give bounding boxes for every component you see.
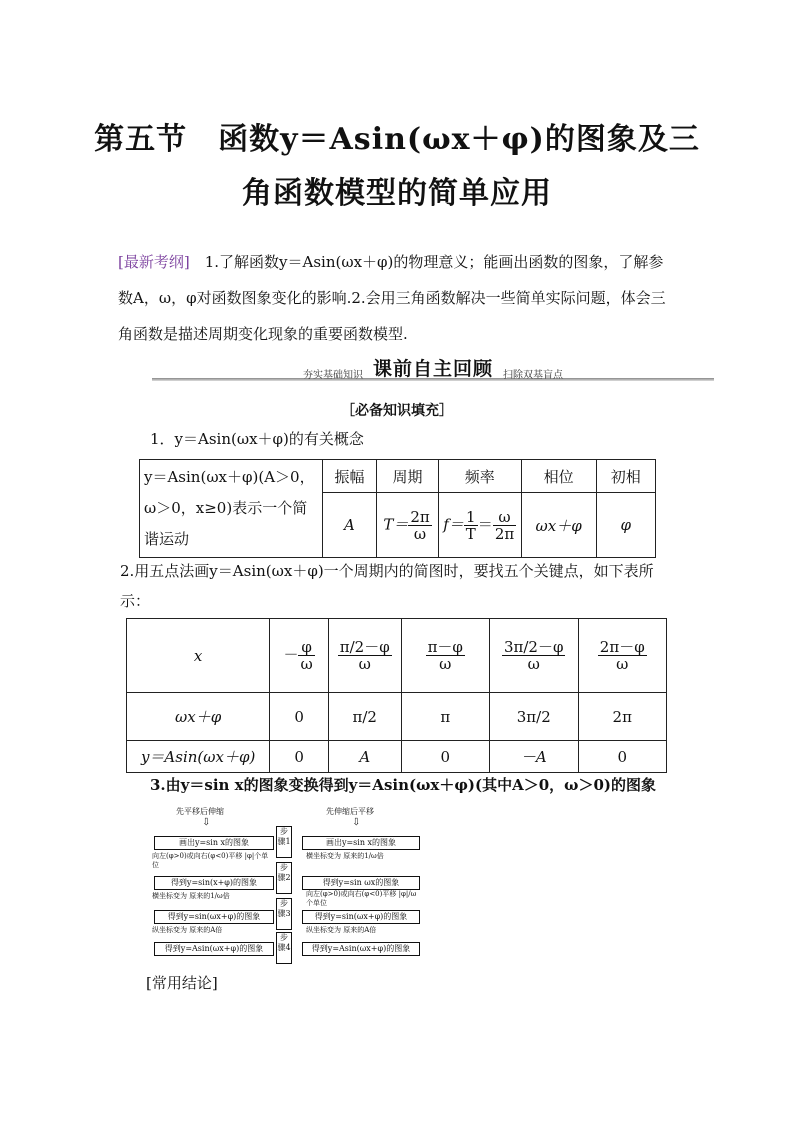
flow-right-label-1: 横坐标变为 原来的1/ω倍 bbox=[306, 852, 384, 860]
item-1: 1．y＝Asin(ωx＋φ)的有关概念 bbox=[150, 430, 364, 448]
section-banner bbox=[152, 354, 714, 382]
y-val-4: －A bbox=[489, 741, 578, 773]
item-3: 3.由y＝sin x的图象变换得到y＝Asin(ωx＋φ)(其中A＞0，ω＞0)的图象 bbox=[150, 776, 656, 794]
common-conclusion: [常用结论] bbox=[146, 974, 218, 992]
page-title-line2: 角函数模型的简单应用 bbox=[242, 176, 552, 211]
banner-right: 扫除双基盲点 bbox=[503, 370, 563, 381]
banner-center: 课前自主回顾 bbox=[372, 358, 493, 380]
item-2: 2.用五点法画y＝Asin(ωx＋φ)一个周期内的简图时，要找五个关键点，如下表所示： bbox=[120, 562, 654, 610]
transform-flowchart: 先平移后伸缩 先伸缩后平移 ⇩ ⇩ 画出y=sin x的图象 得到y=sin(x+φ)的图象 得到y=sin(ωx+φ)的图象 得到y=Asin(ωx+φ)的图象 画出y=sin x的图象 得到y=sin ωx的图象 得到y=sin(ωx+φ)的图象 得到y=Asin(ωx+φ)的图象 步骤1 步骤2 步骤3 步骤4 向左(φ>0)或向右(φ<0)平移 |φ|个单位 横坐标变为 原来的1/ω倍 纵坐标变为 原来的A倍 横坐标变为 原来的1/ω倍 向左(φ>0)或向右(φ<0)平移 |φ|/ω个单位 纵坐标变为 原来的A倍 bbox=[150, 806, 422, 964]
flow-right-box-2: 得到y=sin ωx的图象 bbox=[302, 876, 420, 890]
flow-left-label-3: 纵坐标变为 原来的A倍 bbox=[152, 926, 223, 934]
y-val-5: 0 bbox=[578, 741, 666, 773]
five-point-table bbox=[126, 618, 667, 773]
period-value: T＝ $\frac{2\pi}{\omega}$ bbox=[377, 493, 439, 558]
flow-step-3: 步骤3 bbox=[276, 898, 292, 930]
header-init-phase: 初相 bbox=[596, 460, 655, 493]
flow-step-2: 步骤2 bbox=[276, 862, 292, 894]
outline-text: 1.了解函数y＝Asin(ωx＋φ)的物理意义；能画出函数的图象，了解参数A，ω，φ对函数图象变化的影响.2.会用三角函数解决一些简单实际问题，体会三角函数是描述周期变化现象的重要函数模型. bbox=[118, 253, 666, 343]
wx-val-5: 2π bbox=[578, 693, 666, 741]
exam-outline bbox=[118, 244, 678, 352]
wx-val-2: π/2 bbox=[328, 693, 401, 741]
header-freq: 频率 bbox=[438, 460, 521, 493]
flow-step-4: 步骤4 bbox=[276, 932, 292, 964]
x-val-5: $\frac{2\pi-\varphi}{\omega}$ bbox=[578, 619, 666, 693]
x-val-3: $\frac{\pi-\varphi}{\omega}$ bbox=[401, 619, 489, 693]
flow-step-1: 步骤1 bbox=[276, 826, 292, 858]
banner-left: 夯实基础知识 bbox=[302, 370, 363, 381]
flow-left-box-1: 画出y=sin x的图象 bbox=[154, 836, 274, 850]
header-amp: 振幅 bbox=[322, 460, 377, 493]
wx-val-4: 3π/2 bbox=[489, 693, 578, 741]
row-label-wx: ωx＋φ bbox=[127, 693, 270, 741]
section-header: ［必备知识填充］ bbox=[341, 403, 453, 419]
flow-right-box-3: 得到y=sin(ωx+φ)的图象 bbox=[302, 910, 420, 924]
flow-right-label-2: 向左(φ>0)或向右(φ<0)平移 |φ|/ω个单位 bbox=[306, 890, 417, 907]
flow-left-box-2: 得到y=sin(x+φ)的图象 bbox=[154, 876, 274, 890]
flow-left-box-4: 得到y=Asin(ωx+φ)的图象 bbox=[154, 942, 274, 956]
row-label-x: x bbox=[127, 619, 270, 693]
flow-right-box-1: 画出y=sin x的图象 bbox=[302, 836, 420, 850]
flow-left-label-2: 横坐标变为 原来的1/ω倍 bbox=[152, 892, 230, 900]
header-phase: 相位 bbox=[521, 460, 596, 493]
x-val-1: － $\frac{\varphi}{\omega}$ bbox=[270, 619, 329, 693]
phase-value: ωx＋φ bbox=[521, 493, 596, 558]
flow-right-label-3: 纵坐标变为 原来的A倍 bbox=[306, 926, 377, 934]
y-val-3: 0 bbox=[401, 741, 489, 773]
flow-left-title: 先平移后伸缩 bbox=[176, 807, 224, 816]
freq-value: f＝ $\frac{1}{T}$ ＝ $\frac{\omega}{2\pi}$ bbox=[438, 493, 521, 558]
row-label-y: y＝Asin(ωx＋φ) bbox=[127, 741, 270, 773]
x-val-4: $\frac{3\pi/2-\varphi}{\omega}$ bbox=[489, 619, 578, 693]
y-val-1: 0 bbox=[270, 741, 329, 773]
x-val-2: $\frac{\pi/2-\varphi}{\omega}$ bbox=[328, 619, 401, 693]
header-period: 周期 bbox=[377, 460, 439, 493]
y-val-2: A bbox=[328, 741, 401, 773]
concept-desc: y＝Asin(ωx＋φ)(A＞0，ω＞0，x≥0)表示一个简谐运动 bbox=[140, 460, 323, 558]
page-title-line1: 第五节 函数y＝Asin(ωx＋φ)的图象及三 bbox=[94, 122, 700, 157]
outline-tag: [最新考纲] bbox=[118, 253, 190, 271]
init-phase-value: φ bbox=[596, 493, 655, 558]
wx-val-3: π bbox=[401, 693, 489, 741]
amp-value: A bbox=[322, 493, 377, 558]
flow-right-title: 先伸缩后平移 bbox=[326, 807, 374, 816]
flow-right-box-4: 得到y=Asin(ωx+φ)的图象 bbox=[302, 942, 420, 956]
flow-left-label-1: 向左(φ>0)或向右(φ<0)平移 |φ|个单位 bbox=[152, 852, 269, 869]
wx-val-1: 0 bbox=[270, 693, 329, 741]
concept-table bbox=[139, 459, 656, 558]
flow-left-box-3: 得到y=sin(ωx+φ)的图象 bbox=[154, 910, 274, 924]
